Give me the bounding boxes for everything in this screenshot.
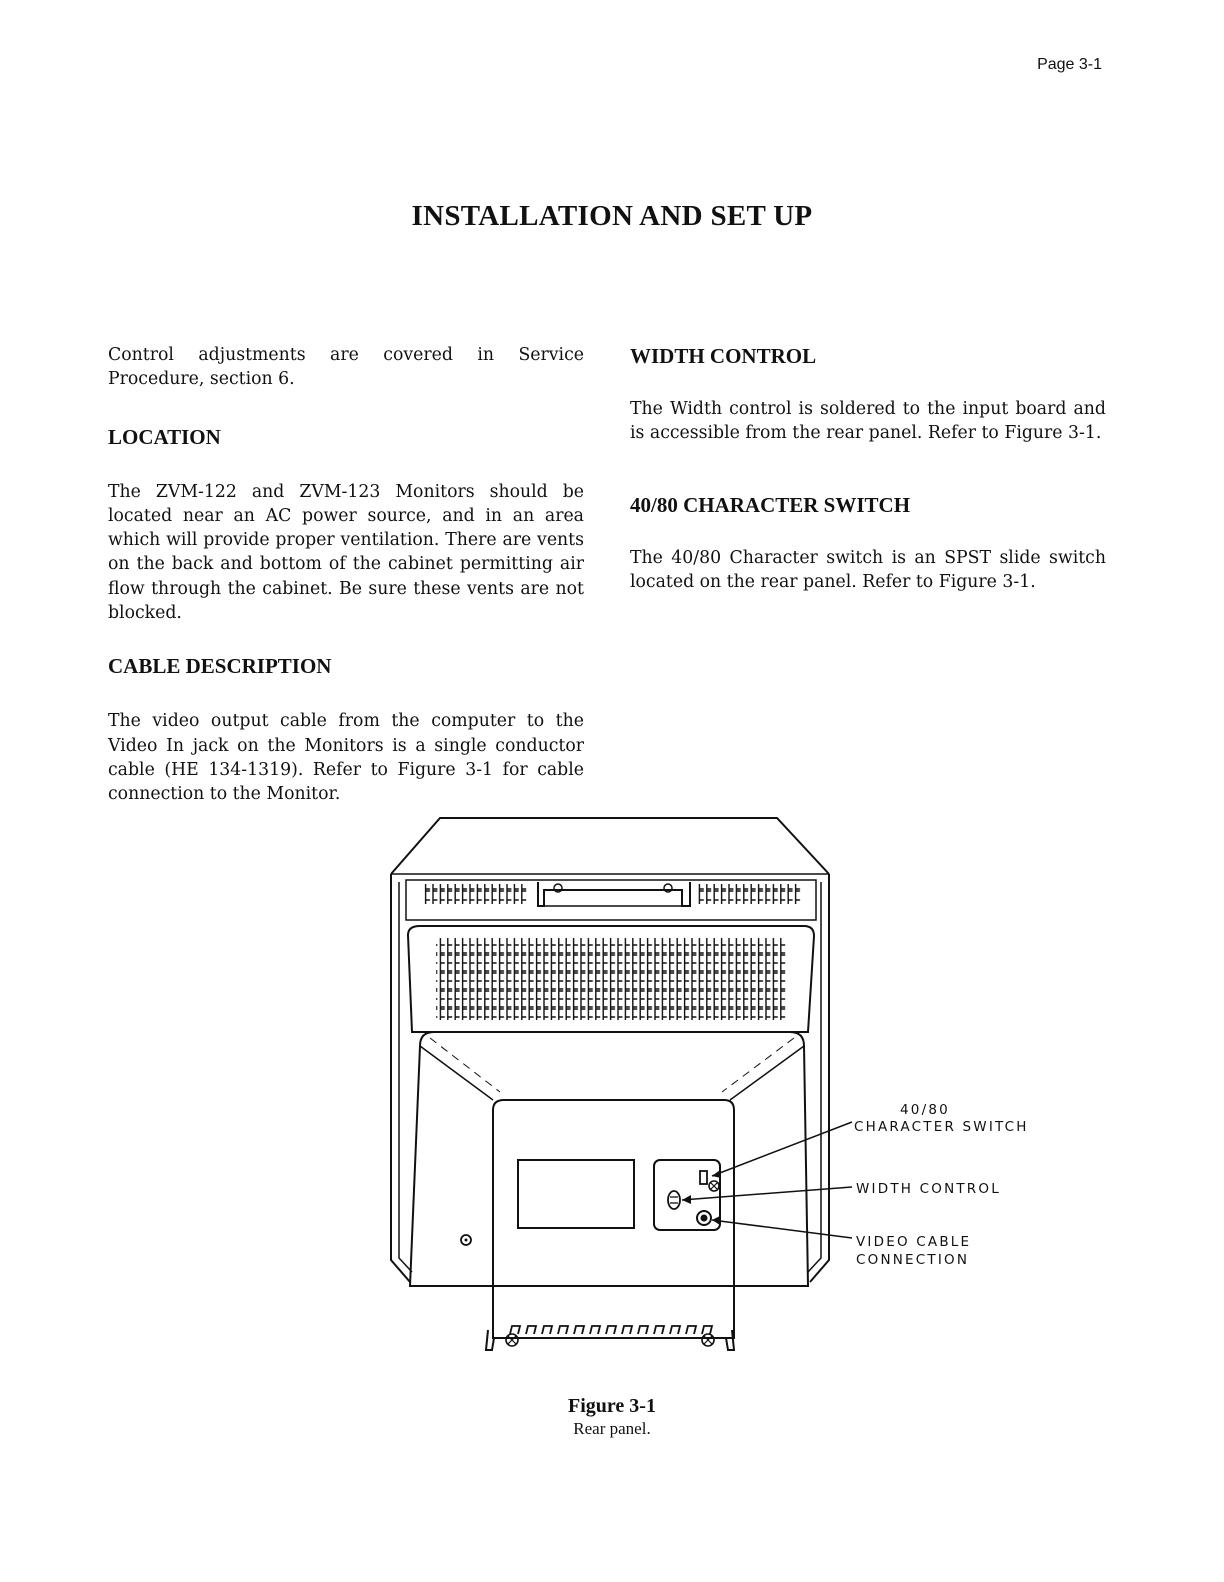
figure-caption [0,1394,1224,1440]
page-title: INSTALLATION AND SET UP [411,200,813,232]
character-switch-paragraph: The 40/80 Character switch is an SPST slide switch located on the rear panel. Refer to Figure 3-1. [630,547,1106,592]
callout-switch-line1: 40/80 [900,1102,950,1118]
page-number: Page 3-1 [1037,56,1102,73]
label-plate [518,1160,634,1228]
location-heading: LOCATION [108,424,221,449]
left-column [108,343,584,807]
cable-description-paragraph: The video output cable from the computer to the Video In jack on the Monitors is a single conductor cable (HE 134-1319). Refer to Figure 3-1 for cable connection to the Monitor. [108,711,584,805]
callout-video-line1: VIDEO CABLE [856,1234,972,1250]
upper-vent-right [698,884,802,904]
figure-caption-title: Figure 3-1 [568,1395,656,1417]
intro-paragraph: Control adjustments are covered in Service Procedure, section 6. [108,345,584,390]
rear-panel-drawing [380,810,1060,1370]
right-column [630,343,1106,594]
callout-switch-line2: CHARACTER SWITCH [854,1119,1029,1135]
character-switch-heading: 40/80 CHARACTER SWITCH [630,492,911,517]
width-leader-line [682,1187,852,1200]
upper-vent-left [424,884,528,904]
width-control-heading: WIDTH CONTROL [630,344,817,368]
right-foot [726,1330,734,1350]
cabinet-outer-right [810,874,829,1282]
video-cable-jack [697,1211,711,1225]
callout-width-control: WIDTH CONTROL [856,1181,1001,1197]
character-switch [700,1171,707,1184]
cable-description-heading: CABLE DESCRIPTION [108,654,332,679]
main-vent-grille [436,938,786,1020]
cabinet-top-hood [391,818,829,874]
rear-panel-figure [380,810,1060,1370]
width-control-paragraph: The Width control is soldered to the input board and is accessible from the rear panel. Refer to Figure 3-1. [630,399,1106,444]
location-paragraph: The ZVM-122 and ZVM-123 Monitors should be located near an AC power source, and in an area which will provide proper ventilation. There are vents on the back and bottom of the cabinet permitting air flow through the cabinet. Be sure these vents are not blocked. [108,481,584,624]
figure-caption-subtitle: Rear panel. [573,1419,651,1438]
bottom-vent-row [510,1326,712,1334]
width-control-knob [668,1191,680,1209]
callout-video-line2: CONNECTION [856,1252,970,1268]
